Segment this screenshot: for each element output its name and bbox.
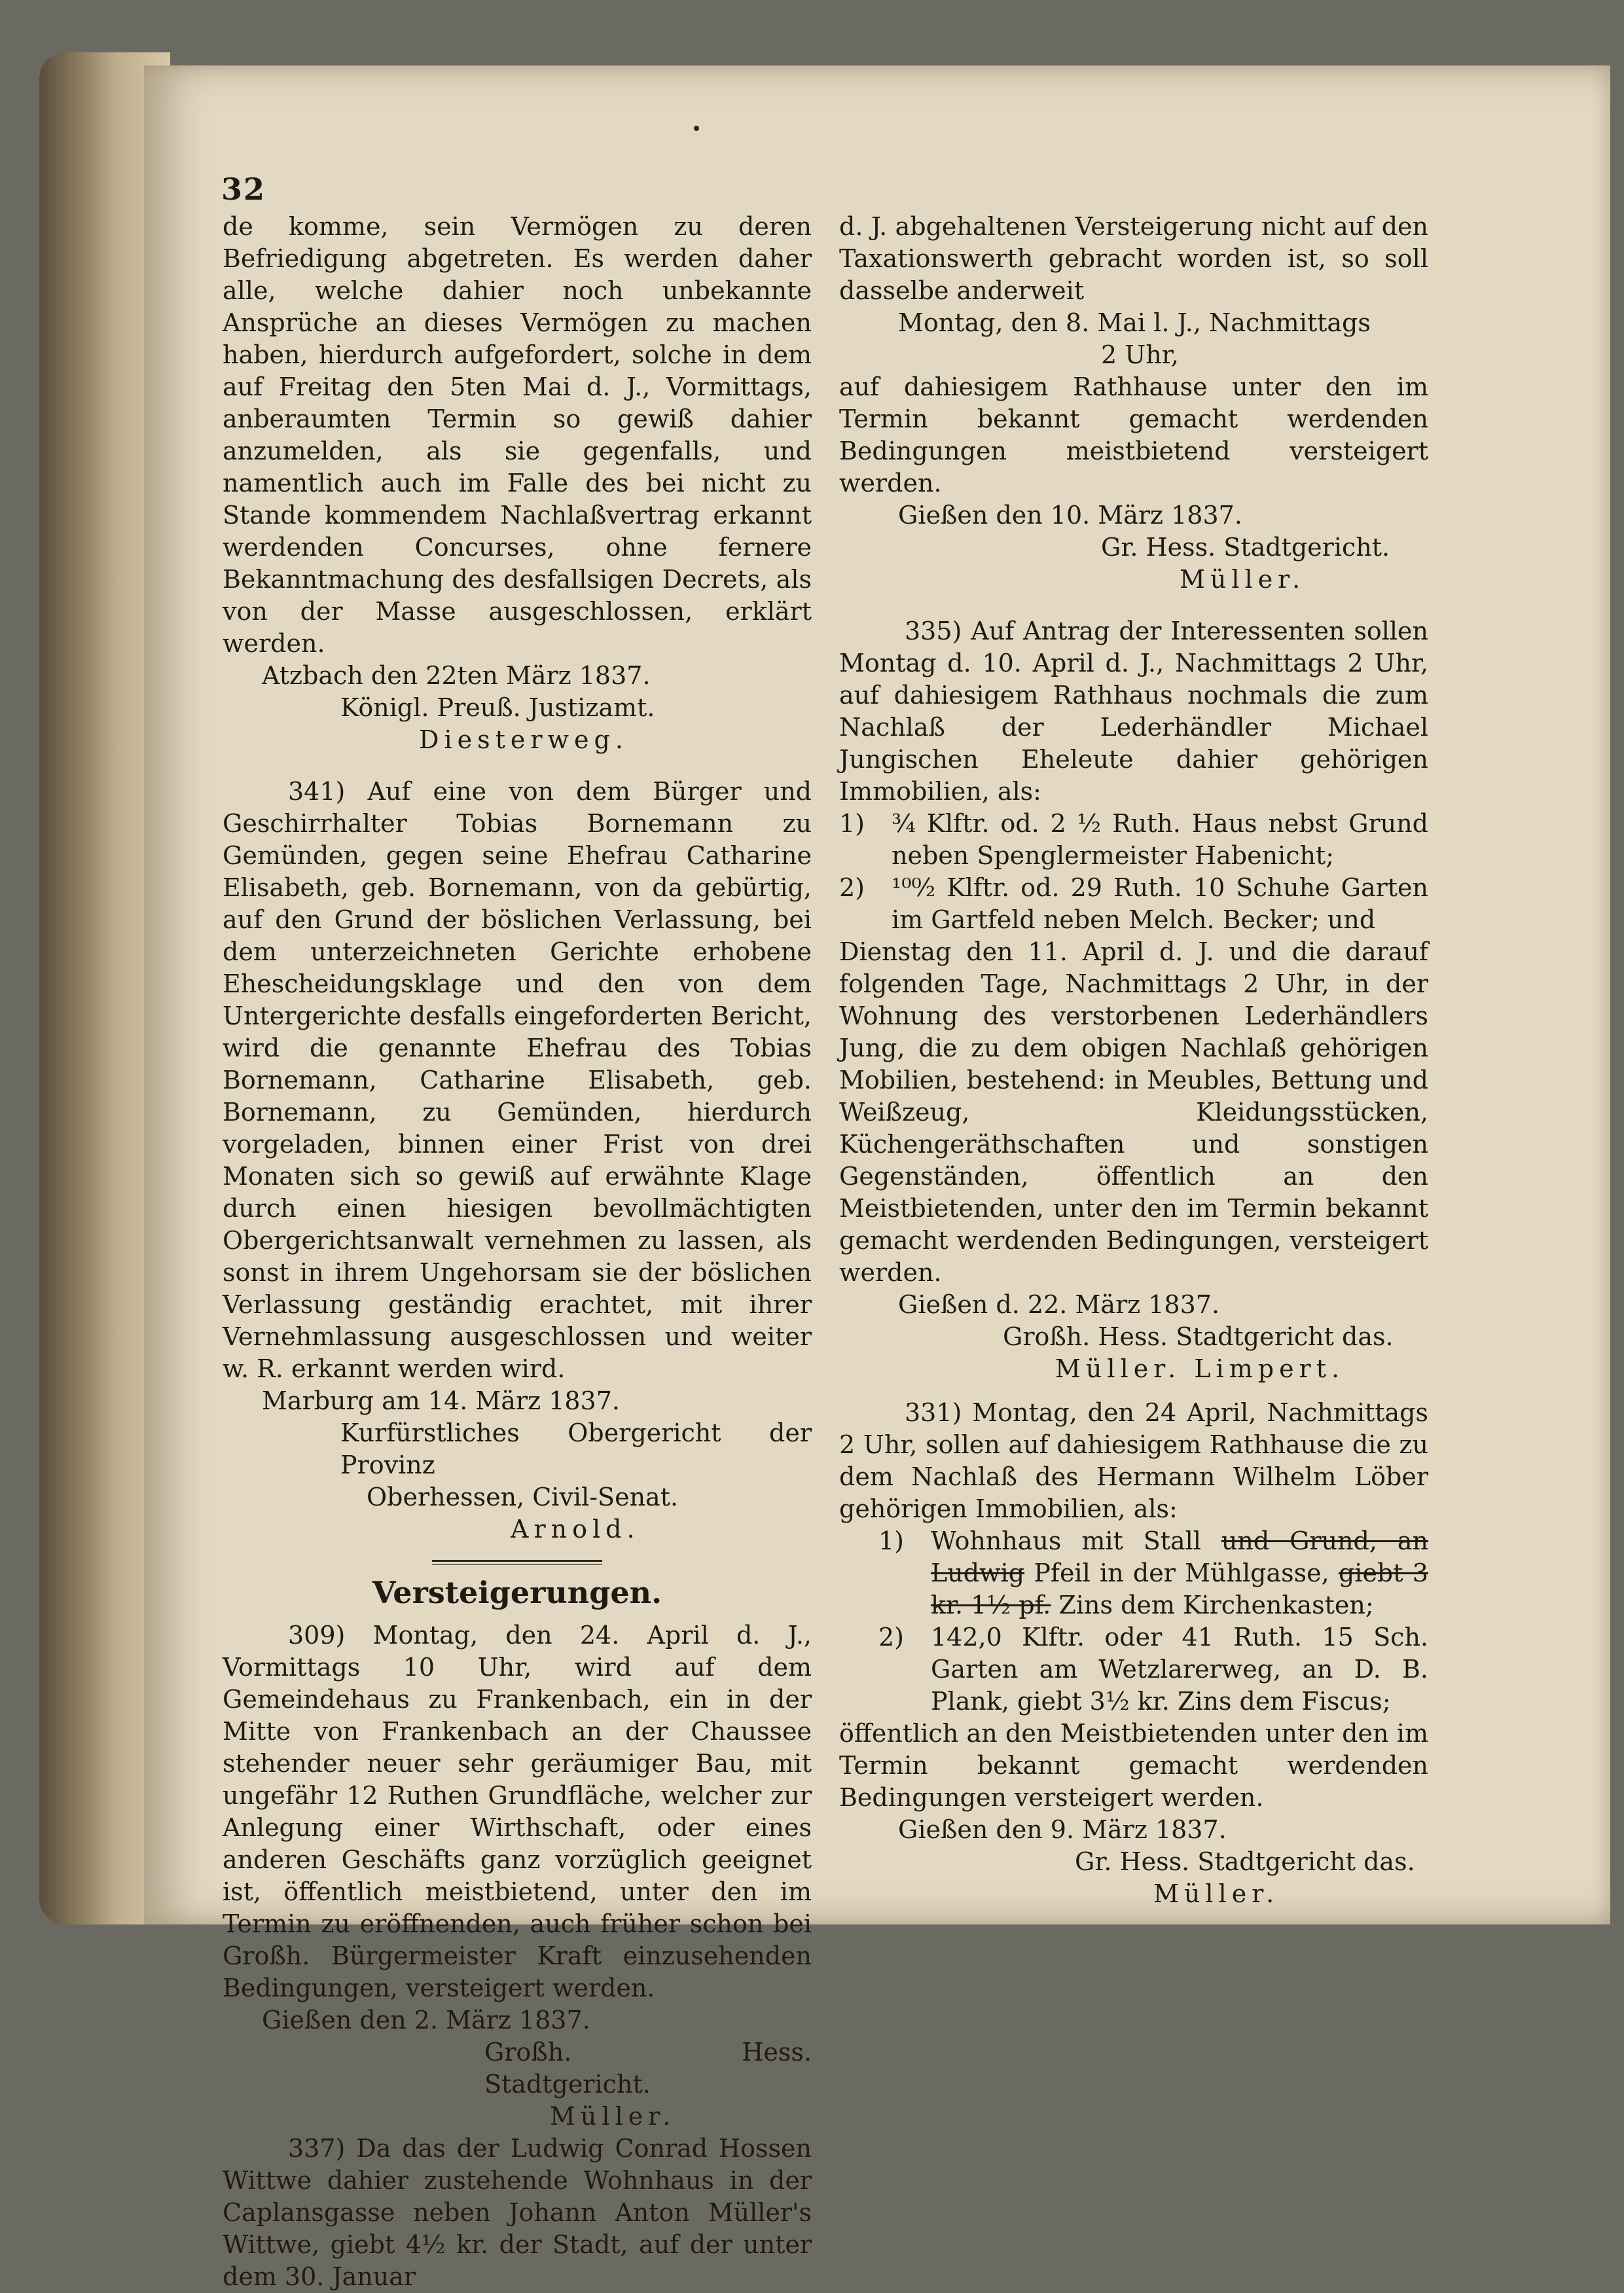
section-heading: Versteigerungen. <box>372 1575 662 1610</box>
notice-337-signer: Müller. <box>1180 565 1306 594</box>
list-number: 1) <box>839 809 865 838</box>
notice-341-authority-1: Kurfürstliches Obergericht der Provinz <box>340 1418 812 1479</box>
list-number: 1) <box>878 1526 905 1555</box>
notice-337-text-2: auf dahiesigem Rathhause unter den im Termin bekannt gemacht werdenden Bedingungen meistbietend versteigert werden. <box>839 372 1428 497</box>
notice-331: 331) Montag, den 24 April, Nachmittags 2 Uhr, sollen auf dahiesigem Rathhause die zu dem Nachlaß des Hermann Wilhelm Löber gehörigen Immobilien, als: <box>839 1398 1428 1523</box>
notice-337-date-2: 2 Uhr, <box>1101 340 1179 369</box>
left-column <box>223 211 812 2293</box>
list-text: 142,0 Klftr. oder 41 Ruth. 15 Sch. Garten am Wetzlarerweg, an D. B. Plank, giebt 3½ kr. Zins dem Fiscus; <box>931 1623 1428 1716</box>
list-text-group <box>931 1525 1428 1621</box>
item-1-part-a: Wohnhaus mit Stall <box>931 1526 1201 1555</box>
notice-337-place: Gießen den 10. März 1837. <box>898 501 1242 530</box>
notice-309-authority: Großh. Hess. Stadtgericht. <box>484 2038 812 2099</box>
right-column <box>839 211 1428 1910</box>
notice-intro: de komme, sein Vermögen zu deren Befriedigung abgetreten. Es werden daher alle, welche dahier noch unbekannte Ansprüche an dieses Vermögen zu machen haben, hierdurch aufgefordert, solche in dem auf Freitag den 5ten Mai d. J., Vormittags, anberaumten Termin so gewiß dahier anzumelden, als sie gegenfalls, und namentlich auch im Falle des bei nicht zu Stande kommendem Nachlaßvertrag erkannt werdenden Concurses, ohne fernere Bekanntmachung des desfallsigen Decrets, als von der Masse ausgeschlossen, erklärt werden. <box>223 212 812 658</box>
notice-341-signer: Arnold. <box>511 1515 640 1544</box>
notice-335-item-1 <box>839 808 1428 872</box>
notice-341-authority-2: Oberhessen, Civil-Senat. <box>367 1483 679 1511</box>
notice-337-authority: Gr. Hess. Stadtgericht. <box>1101 533 1390 562</box>
notice-341-place: Marburg am 14. März 1837. <box>262 1386 620 1415</box>
notice-335: 335) Auf Antrag der Interessenten sollen Montag d. 10. April d. J., Nachmittags 2 Uhr, auf dahiesigem Rathhaus nochmals die zum Nachlaß der Lederhändler Michael Jungischen Eheleute dahier gehörigen Immobilien, als: <box>839 617 1428 806</box>
notice-335-place: Gießen d. 22. März 1837. <box>898 1290 1220 1319</box>
item-1-struck-text-2: giebt 3 kr. 1½ pf. <box>931 1559 1428 1619</box>
notice-335-signer: Müller. Limpert. <box>1055 1354 1345 1383</box>
notice-341: 341) Auf eine von dem Bürger und Geschirrhalter Tobias Bornemann zu Gemünden, gegen seine Ehefrau Catharine Elisabeth, geb. Bornemann, von da gebürtig, auf den Grund der böslichen Verlassung, bei dem unterzeichneten Gerichte erhobene Ehescheidungsklage und den von dem Untergerichte desfalls eingeforderten Bericht, wird die genannte Ehefrau des Tobias Bornemann, Catharine Elisabeth, geb. Bornemann, zu Gemünden, hierdurch vorgeladen, binnen einer Frist von drei Monaten sich so gewiß auf erwähnte Klage durch einen hiesigen bevollmächtigten Obergerichtsanwalt vernehmen zu lassen, als sonst in ihrem Ungehorsam sie der böslichen Verlassung geständig erachtet, mit ihrer Vernehmlassung ausgeschlossen und weiter w. R. erkannt werden wird. <box>223 777 812 1383</box>
list-text: ¹⁰⁰⁄₂ Klftr. od. 29 Ruth. 10 Schuhe Garten im Gartfeld neben Melch. Becker; und <box>892 873 1428 934</box>
list-text: ¾ Klftr. od. 2 ½ Ruth. Haus nebst Grund neben Spenglermeister Habenicht; <box>892 809 1428 870</box>
notice-intro-signer: Diesterweg. <box>419 725 628 754</box>
ink-dot <box>694 126 699 131</box>
notice-309: 309) Montag, den 24. April d. J., Vormittags 10 Uhr, wird auf dem Gemeindehaus zu Frankenbach, ein in der Mitte von Frankenbach an der Chaussee stehender neuer sehr geräumiger Bau, mit ungefähr 12 Ruthen Grundfläche, welcher zur Anlegung einer Wirthschaft, oder eines anderen Geschäfts ganz vorzüglich geeignet ist, öffentlich meistbietend, unter den im Termin zu eröffnenden, auch früher schon bei Großh. Bürgermeister Kraft einzusehenden Bedingungen, versteigert werden. <box>223 1621 812 2002</box>
notice-intro-authority: Königl. Preuß. Justizamt. <box>340 693 655 722</box>
notice-331-signer: Müller. <box>1153 1879 1280 1908</box>
notice-337-continued: d. J. abgehaltenen Versteigerung nicht auf den Taxationswerth gebracht worden ist, so soll dasselbe anderweit <box>839 212 1428 305</box>
notice-331-place: Gießen den 9. März 1837. <box>898 1815 1227 1844</box>
notice-335-authority: Großh. Hess. Stadtgericht das. <box>1003 1322 1394 1351</box>
notice-335-item-2 <box>839 872 1428 936</box>
page-number: 32 <box>221 172 266 207</box>
notice-309-place: Gießen den 2. März 1837. <box>262 2006 590 2034</box>
item-1-part-b: Pfeil in der Mühlgasse, <box>1034 1559 1329 1587</box>
notice-337-date-1: Montag, den 8. Mai l. J., Nachmittags <box>898 308 1371 337</box>
item-1-struck-text: und Grund, an Ludwig <box>931 1526 1428 1587</box>
notice-331-authority: Gr. Hess. Stadtgericht das. <box>1075 1847 1415 1876</box>
list-number: 2) <box>878 1623 905 1652</box>
notice-337: 337) Da das der Ludwig Conrad Hossen Wittwe dahier zustehende Wohnhaus in der Caplansgasse neben Johann Anton Müller's Wittwe, giebt 4½ kr. der Stadt, auf der unter dem 30. Januar <box>223 2134 812 2291</box>
section-divider <box>432 1560 602 1565</box>
notice-331-item-2 <box>839 1621 1428 1718</box>
notice-335-text-2: Dienstag den 11. April d. J. und die darauf folgenden Tage, Nachmittags 2 Uhr, in der Wohnung des verstorbenen Lederhändlers Jung, die zu dem obigen Nachlaß gehörigen Mobilien, bestehend: in Meubles, Bettung und Weißzeug, Kleidungsstücken, Küchengeräthschaften und sonstigen Gegenständen, öffentlich an den Meistbietenden, unter den im Termin bekannt gemacht werdenden Bedingungen, versteigert werden. <box>839 937 1428 1287</box>
notice-331-item-1 <box>839 1525 1428 1621</box>
notice-309-signer: Müller. <box>550 2102 676 2131</box>
notice-331-text-2: öffentlich an den Meistbietenden unter den im Termin bekannt gemacht werdenden Bedingungen versteigert werden. <box>839 1719 1428 1812</box>
list-number: 2) <box>839 873 865 902</box>
item-1-part-c: Zins dem Kirchenkasten; <box>1058 1591 1374 1619</box>
notice-intro-place: Atzbach den 22ten März 1837. <box>262 661 651 690</box>
